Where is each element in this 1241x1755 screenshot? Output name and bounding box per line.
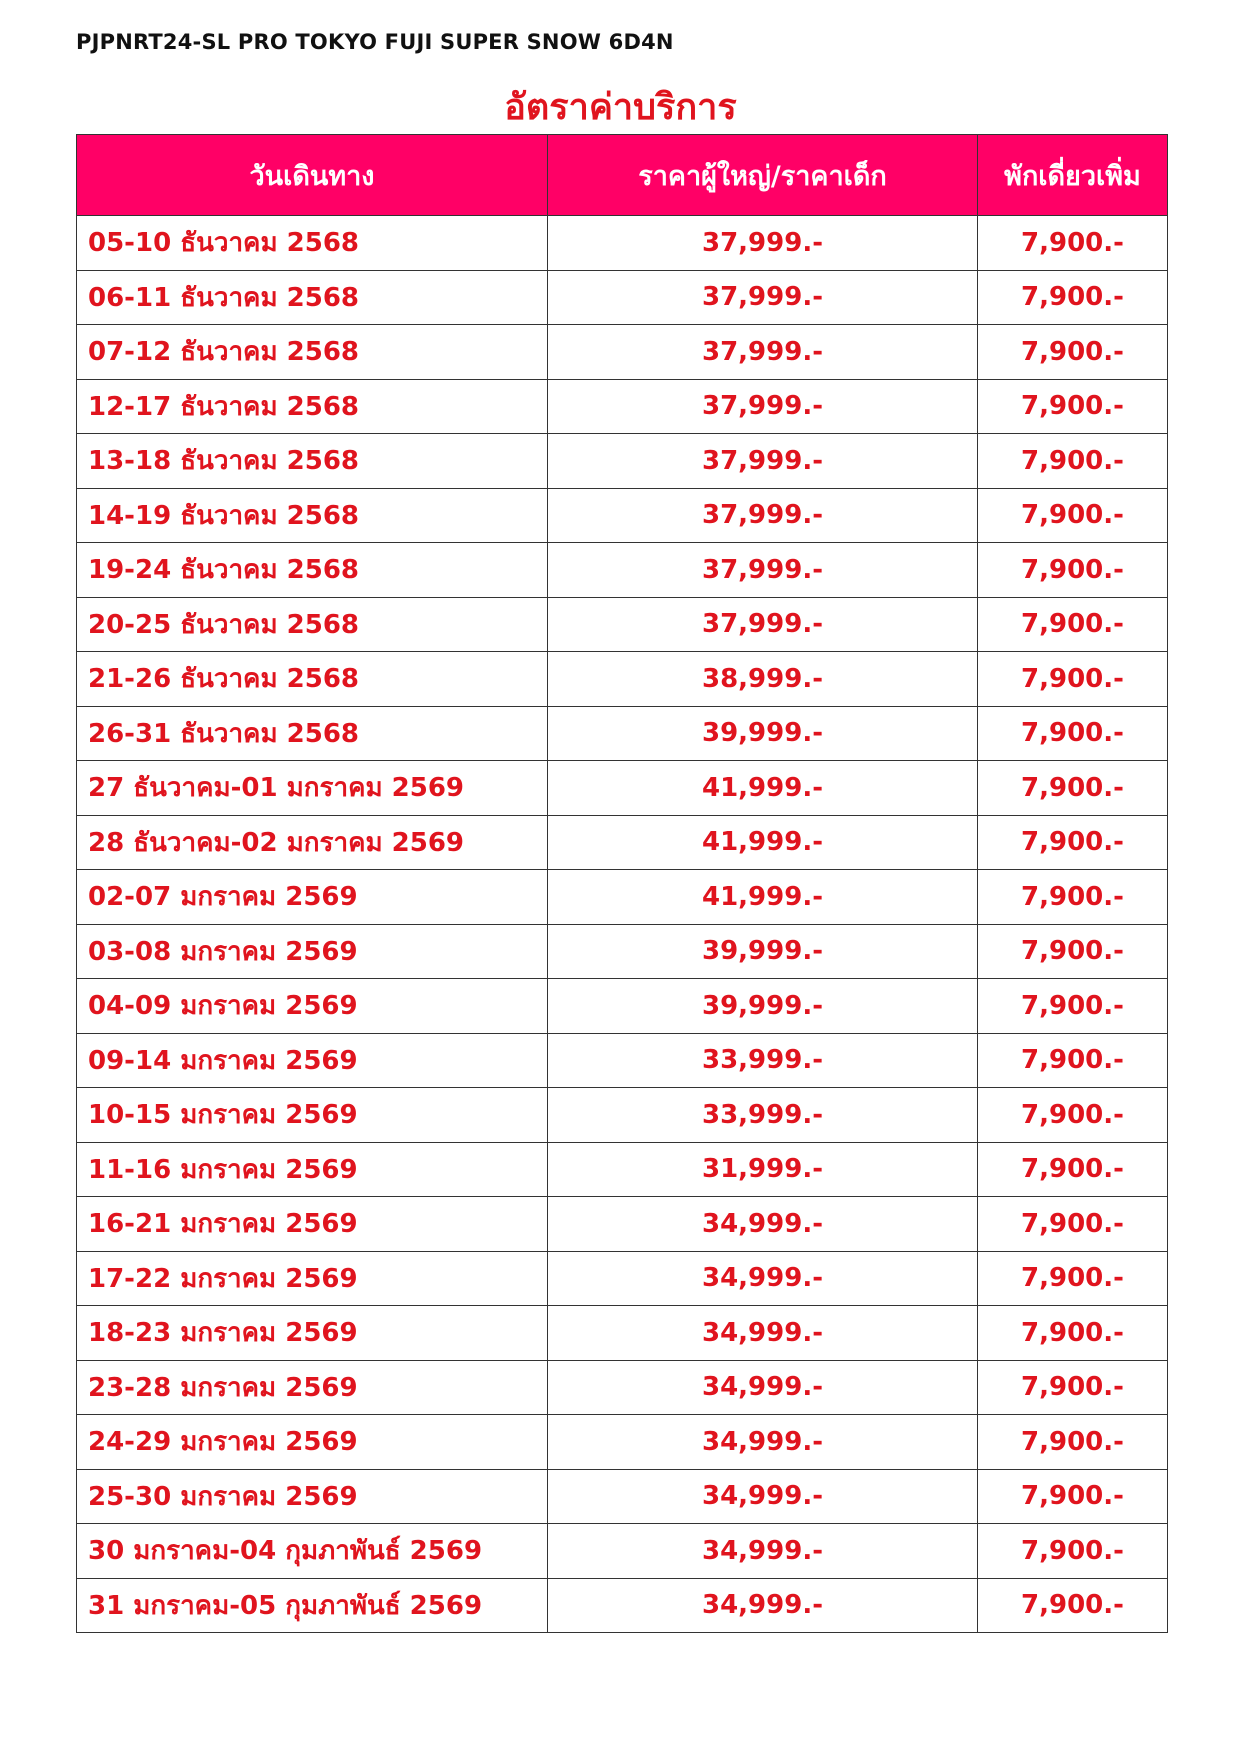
adult-child-price-cell: 34,999.- bbox=[548, 1360, 978, 1415]
adult-child-price-cell: 37,999.- bbox=[548, 488, 978, 543]
adult-child-price-cell: 33,999.- bbox=[548, 1033, 978, 1088]
single-supplement-cell: 7,900.- bbox=[978, 706, 1168, 761]
travel-date-cell: 19-24 ธันวาคม 2568 bbox=[77, 543, 548, 598]
single-supplement-cell: 7,900.- bbox=[978, 1033, 1168, 1088]
travel-date-cell: 02-07 มกราคม 2569 bbox=[77, 870, 548, 925]
single-supplement-cell: 7,900.- bbox=[978, 652, 1168, 707]
table-row bbox=[77, 216, 1168, 271]
adult-child-price-cell: 39,999.- bbox=[548, 979, 978, 1034]
adult-child-price-cell: 41,999.- bbox=[548, 761, 978, 816]
table-row bbox=[77, 488, 1168, 543]
table-row bbox=[77, 543, 1168, 598]
column-header-travel-date: วันเดินทาง bbox=[77, 135, 548, 216]
adult-child-price-cell: 34,999.- bbox=[548, 1251, 978, 1306]
single-supplement-cell: 7,900.- bbox=[978, 1197, 1168, 1252]
table-row bbox=[77, 270, 1168, 325]
travel-date-cell: 12-17 ธันวาคม 2568 bbox=[77, 379, 548, 434]
travel-date-cell: 24-29 มกราคม 2569 bbox=[77, 1415, 548, 1470]
page-title: อัตราค่าบริการ bbox=[504, 87, 737, 128]
table-row bbox=[77, 597, 1168, 652]
single-supplement-cell: 7,900.- bbox=[978, 924, 1168, 979]
table-row bbox=[77, 434, 1168, 489]
single-supplement-cell: 7,900.- bbox=[978, 870, 1168, 925]
table-row bbox=[77, 815, 1168, 870]
single-supplement-cell: 7,900.- bbox=[978, 543, 1168, 598]
adult-child-price-cell: 37,999.- bbox=[548, 543, 978, 598]
table-row bbox=[77, 379, 1168, 434]
single-supplement-cell: 7,900.- bbox=[978, 979, 1168, 1034]
column-header-single-supplement: พักเดี่ยวเพิ่ม bbox=[978, 135, 1168, 216]
table-row bbox=[77, 1251, 1168, 1306]
single-supplement-cell: 7,900.- bbox=[978, 1142, 1168, 1197]
adult-child-price-cell: 34,999.- bbox=[548, 1524, 978, 1579]
travel-date-cell: 17-22 มกราคม 2569 bbox=[77, 1251, 548, 1306]
travel-date-cell: 28 ธันวาคม-02 มกราคม 2569 bbox=[77, 815, 548, 870]
travel-date-cell: 04-09 มกราคม 2569 bbox=[77, 979, 548, 1034]
travel-date-cell: 20-25 ธันวาคม 2568 bbox=[77, 597, 548, 652]
travel-date-cell: 18-23 มกราคม 2569 bbox=[77, 1306, 548, 1361]
single-supplement-cell: 7,900.- bbox=[978, 1469, 1168, 1524]
single-supplement-cell: 7,900.- bbox=[978, 1578, 1168, 1633]
adult-child-price-cell: 39,999.- bbox=[548, 706, 978, 761]
adult-child-price-cell: 39,999.- bbox=[548, 924, 978, 979]
travel-date-cell: 16-21 มกราคม 2569 bbox=[77, 1197, 548, 1252]
adult-child-price-cell: 31,999.- bbox=[548, 1142, 978, 1197]
table-row bbox=[77, 1142, 1168, 1197]
single-supplement-cell: 7,900.- bbox=[978, 434, 1168, 489]
table-body bbox=[77, 216, 1168, 1633]
column-header-adult-child-price: ราคาผู้ใหญ่/ราคาเด็ก bbox=[548, 135, 978, 216]
table-row bbox=[77, 1360, 1168, 1415]
travel-date-cell: 25-30 มกราคม 2569 bbox=[77, 1469, 548, 1524]
travel-date-cell: 09-14 มกราคม 2569 bbox=[77, 1033, 548, 1088]
travel-date-cell: 06-11 ธันวาคม 2568 bbox=[77, 270, 548, 325]
price-table bbox=[76, 134, 1168, 1633]
single-supplement-cell: 7,900.- bbox=[978, 488, 1168, 543]
table-row bbox=[77, 1197, 1168, 1252]
tour-code-header: PJPNRT24-SL PRO TOKYO FUJI SUPER SNOW 6D4N bbox=[76, 30, 674, 54]
adult-child-price-cell: 38,999.- bbox=[548, 652, 978, 707]
adult-child-price-cell: 37,999.- bbox=[548, 434, 978, 489]
single-supplement-cell: 7,900.- bbox=[978, 1360, 1168, 1415]
single-supplement-cell: 7,900.- bbox=[978, 761, 1168, 816]
table-header-row bbox=[77, 135, 1168, 216]
table-row bbox=[77, 1088, 1168, 1143]
adult-child-price-cell: 34,999.- bbox=[548, 1578, 978, 1633]
travel-date-cell: 11-16 มกราคม 2569 bbox=[77, 1142, 548, 1197]
single-supplement-cell: 7,900.- bbox=[978, 379, 1168, 434]
table-row bbox=[77, 761, 1168, 816]
travel-date-cell: 31 มกราคม-05 กุมภาพันธ์ 2569 bbox=[77, 1578, 548, 1633]
travel-date-cell: 21-26 ธันวาคม 2568 bbox=[77, 652, 548, 707]
adult-child-price-cell: 37,999.- bbox=[548, 325, 978, 380]
table-row bbox=[77, 325, 1168, 380]
travel-date-cell: 14-19 ธันวาคม 2568 bbox=[77, 488, 548, 543]
table-row bbox=[77, 870, 1168, 925]
travel-date-cell: 27 ธันวาคม-01 มกราคม 2569 bbox=[77, 761, 548, 816]
adult-child-price-cell: 37,999.- bbox=[548, 216, 978, 271]
table-row bbox=[77, 979, 1168, 1034]
adult-child-price-cell: 41,999.- bbox=[548, 815, 978, 870]
single-supplement-cell: 7,900.- bbox=[978, 597, 1168, 652]
table-row bbox=[77, 924, 1168, 979]
adult-child-price-cell: 37,999.- bbox=[548, 270, 978, 325]
single-supplement-cell: 7,900.- bbox=[978, 216, 1168, 271]
adult-child-price-cell: 41,999.- bbox=[548, 870, 978, 925]
single-supplement-cell: 7,900.- bbox=[978, 1251, 1168, 1306]
table-header bbox=[77, 135, 1168, 216]
single-supplement-cell: 7,900.- bbox=[978, 270, 1168, 325]
single-supplement-cell: 7,900.- bbox=[978, 1306, 1168, 1361]
single-supplement-cell: 7,900.- bbox=[978, 1088, 1168, 1143]
adult-child-price-cell: 37,999.- bbox=[548, 597, 978, 652]
table-row bbox=[77, 1469, 1168, 1524]
single-supplement-cell: 7,900.- bbox=[978, 815, 1168, 870]
travel-date-cell: 26-31 ธันวาคม 2568 bbox=[77, 706, 548, 761]
travel-date-cell: 07-12 ธันวาคม 2568 bbox=[77, 325, 548, 380]
adult-child-price-cell: 37,999.- bbox=[548, 379, 978, 434]
travel-date-cell: 13-18 ธันวาคม 2568 bbox=[77, 434, 548, 489]
single-supplement-cell: 7,900.- bbox=[978, 1415, 1168, 1470]
table-row bbox=[77, 1033, 1168, 1088]
adult-child-price-cell: 34,999.- bbox=[548, 1306, 978, 1361]
adult-child-price-cell: 34,999.- bbox=[548, 1415, 978, 1470]
table-row bbox=[77, 652, 1168, 707]
table-row bbox=[77, 706, 1168, 761]
adult-child-price-cell: 34,999.- bbox=[548, 1197, 978, 1252]
travel-date-cell: 05-10 ธันวาคม 2568 bbox=[77, 216, 548, 271]
adult-child-price-cell: 34,999.- bbox=[548, 1469, 978, 1524]
table-row bbox=[77, 1415, 1168, 1470]
table-row bbox=[77, 1578, 1168, 1633]
table-row bbox=[77, 1524, 1168, 1579]
single-supplement-cell: 7,900.- bbox=[978, 325, 1168, 380]
adult-child-price-cell: 33,999.- bbox=[548, 1088, 978, 1143]
travel-date-cell: 23-28 มกราคม 2569 bbox=[77, 1360, 548, 1415]
travel-date-cell: 30 มกราคม-04 กุมภาพันธ์ 2569 bbox=[77, 1524, 548, 1579]
travel-date-cell: 10-15 มกราคม 2569 bbox=[77, 1088, 548, 1143]
table-row bbox=[77, 1306, 1168, 1361]
travel-date-cell: 03-08 มกราคม 2569 bbox=[77, 924, 548, 979]
single-supplement-cell: 7,900.- bbox=[978, 1524, 1168, 1579]
